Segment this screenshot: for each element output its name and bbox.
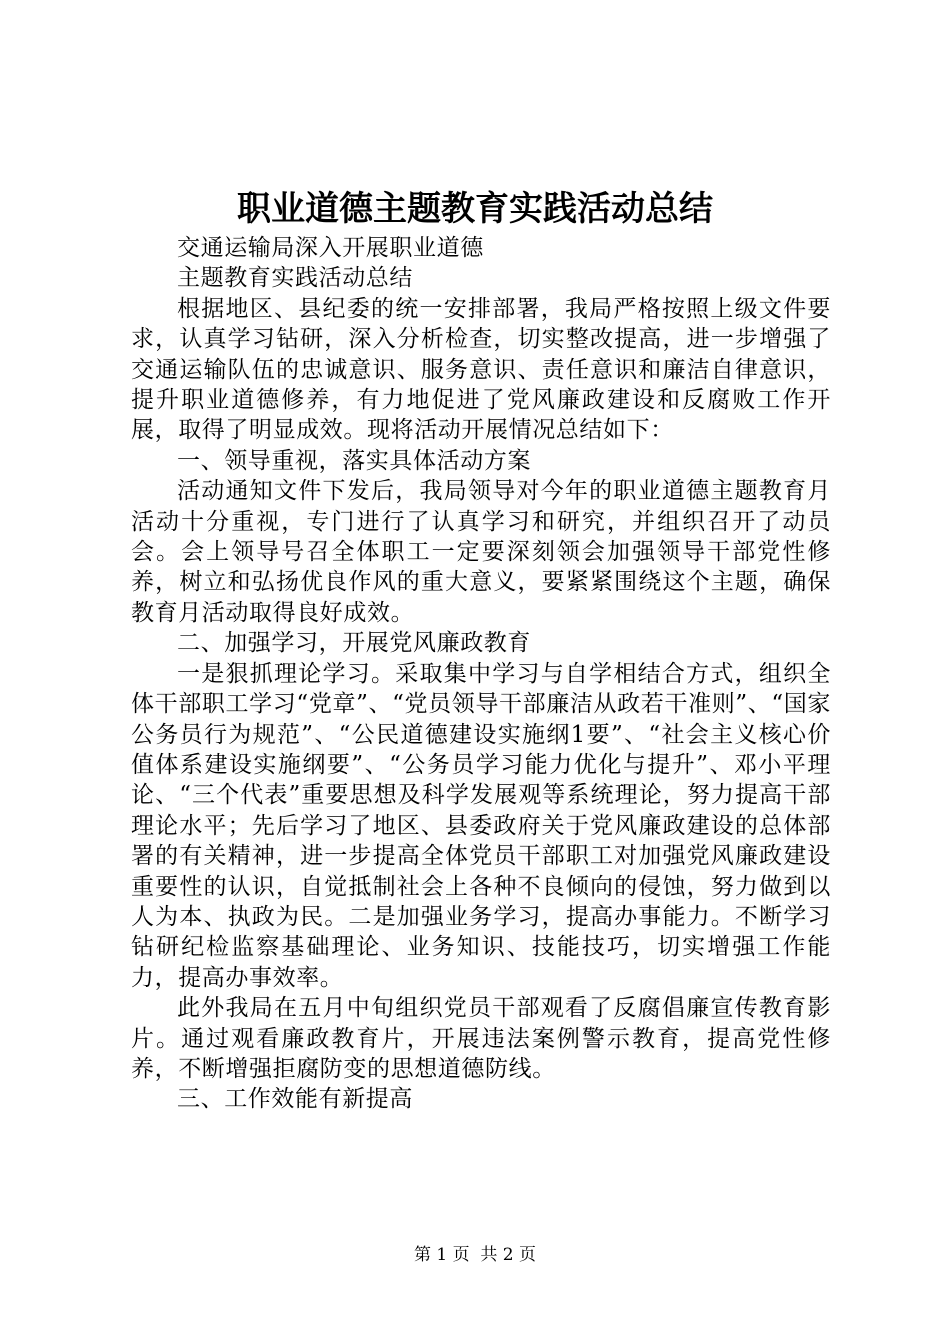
section-heading-3: 三、工作效能有新提高 [177,1086,413,1113]
section-2-paragraph-2: 此外我局在五月中旬组织党员干部观看了反腐倡廉宣传教育影片。通过观看廉政教育片，开展违法案例警示教育，提高党性修养，不断增强拒腐防变的思想道德防线。 [131,995,831,1082]
subtitle-line-1: 交通运输局深入开展职业道德 [177,235,484,261]
page-number: 第 1 页 共 2 页 [413,1245,537,1265]
intro-paragraph: 根据地区、县纪委的统一安排部署，我局严格按照上级文件要求，认真学习钻研，深入分析检查，切实整改提高，进一步增强了交通运输队伍的忠诚意识、服务意识、责任意识和廉洁自律意识，提升职业道德修养，有力地促进了党风廉政建设和反腐败工作开展，取得了明显成效。现将活动开展情况总结如下： [131,295,831,444]
section-heading-1: 一、领导重视，落实具体活动方案 [177,447,531,474]
section-heading-2: 二、加强学习，开展党风廉政教育 [177,630,531,657]
page-footer [0,1243,950,1267]
section-1-paragraph: 活动通知文件下发后，我局领导对今年的职业道德主题教育月活动十分重视，专门进行了认真学习和研究，并组织召开了动员会。会上领导号召全体职工一定要深刻领会加强领导干部党性修养，树立和弘扬优良作风的重大意义，要紧紧围绕这个主题，确保教育月活动取得良好成效。 [131,478,831,626]
section-2-paragraph-1: 一是狠抓理论学习。采取集中学习与自学相结合方式，组织全体干部职工学习“党章”、“党员领导干部廉洁从政若干准则”、“国家公务员行为规范”、“公民道德建设实施纲1要”、“社会主义核心价值体系建设实施纲要”、“公务员学习能力优化与提升”、邓小平理论、“三个代表”重要思想及科学发展观等系统理论，努力提高干部理论水平；先后学习了地区、县委政府关于党风廉政建设的总体部署的有关精神，进一步提高全体党员干部职工对加强党风廉政建设重要性的认识，自觉抵制社会上各种不良倾向的侵蚀，努力做到以人为本、执政为民。二是加强业务学习，提高办事能力。不断学习钻研纪检监察基础理论、业务知识、技能技巧，切实增强工作能力，提高办事效率。 [131,660,831,991]
subtitle-line-2: 主题教育实践活动总结 [177,265,413,292]
document-title: 职业道德主题教育实践活动总结 [237,189,713,229]
document-body [131,233,831,1115]
